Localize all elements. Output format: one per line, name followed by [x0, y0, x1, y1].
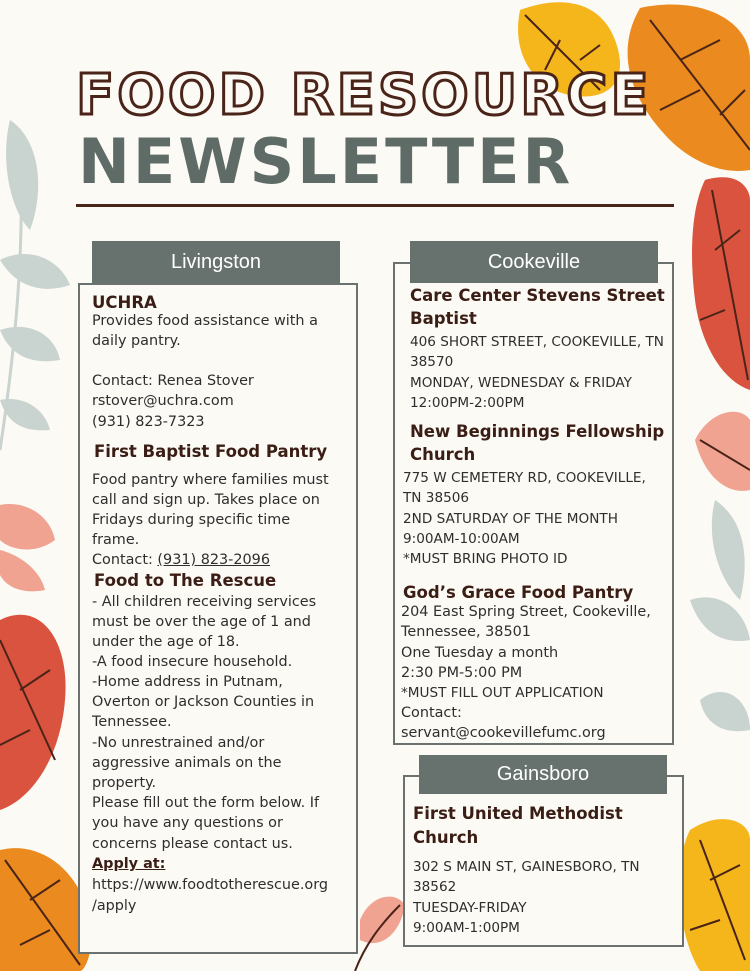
- first-baptist-desc-4: frame.: [92, 532, 140, 548]
- food-rescue-line-13: concerns please contact us.: [92, 836, 293, 852]
- gods-grace-heading: God’s Grace Food Pantry: [403, 583, 634, 602]
- livingston-tab: Livingston: [92, 241, 340, 283]
- food-rescue-line-11: Please fill out the form below. If: [92, 795, 320, 811]
- gold-leaf-bottom-icon: [679, 819, 750, 971]
- title-divider: [76, 204, 674, 207]
- cookeville-tab: Cookeville: [410, 241, 658, 283]
- apply-url-line-1[interactable]: https://www.foodtotherescue.org: [92, 877, 329, 893]
- new-beginnings-line-2: TN 38506: [403, 490, 470, 506]
- title-line-1: FOOD RESOURCE: [76, 63, 652, 128]
- food-rescue-line-12: you have any questions or: [92, 815, 283, 831]
- food-rescue-line-10: property.: [92, 775, 157, 791]
- first-baptist-desc-3: Fridays during specific time: [92, 512, 291, 528]
- apply-at-label: Apply at:: [92, 856, 166, 872]
- food-rescue-line-8: -No unrestrained and/or: [92, 735, 265, 751]
- food-rescue-line-9: aggressive animals on the: [92, 755, 282, 771]
- food-rescue-line-3: under the age of 18.: [92, 634, 240, 650]
- peach-leaf-left-icon: [0, 504, 55, 591]
- first-baptist-phone-link[interactable]: (931) 823-2096: [157, 552, 270, 568]
- new-beginnings-line-5: *MUST BRING PHOTO ID: [403, 551, 568, 567]
- care-center-line-1: 406 SHORT STREET, COOKEVILLE, TN: [410, 334, 664, 350]
- first-baptist-desc-1: Food pantry where families must: [92, 472, 329, 488]
- care-center-heading-2: Baptist: [410, 309, 477, 328]
- gods-grace-line-4: 2:30 PM-5:00 PM: [401, 665, 523, 681]
- first-baptist-heading: First Baptist Food Pantry: [94, 442, 328, 461]
- first-baptist-contact: [92, 550, 270, 570]
- food-rescue-line-4: -A food insecure household.: [92, 654, 293, 670]
- uchra-desc-1: Provides food assistance with a: [92, 313, 318, 329]
- uchra-heading: UCHRA: [92, 293, 157, 312]
- new-beginnings-line-1: 775 W CEMETERY RD, COOKEVILLE,: [403, 470, 646, 486]
- sage-leaf-icon: [690, 500, 750, 731]
- red-leaf-icon: [692, 177, 750, 390]
- food-rescue-line-7: Tennessee.: [92, 714, 172, 730]
- methodist-line-2: 38562: [413, 879, 457, 895]
- title-line-2: NEWSLETTER: [78, 125, 574, 198]
- care-center-line-3: MONDAY, WEDNESDAY & FRIDAY: [410, 375, 632, 391]
- first-baptist-desc-2: call and sign up. Takes place on: [92, 492, 320, 508]
- care-center-line-2: 38570: [410, 354, 454, 370]
- new-beginnings-line-4: 9:00AM-10:00AM: [403, 531, 520, 547]
- food-rescue-line-6: Overton or Jackson Counties in: [92, 694, 315, 710]
- apply-url-line-2[interactable]: /apply: [92, 898, 137, 914]
- peach-leaf-icon: [695, 412, 750, 491]
- gods-grace-email[interactable]: servant@cookevillefumc.org: [401, 725, 606, 741]
- food-rescue-heading: Food to The Rescue: [94, 571, 277, 590]
- care-center-line-4: 12:00PM-2:00PM: [410, 395, 525, 411]
- red-leaf-left-icon: [0, 615, 66, 810]
- sage-leaf-left-icon: [0, 120, 70, 450]
- uchra-phone: (931) 823-7323: [92, 414, 205, 430]
- gods-grace-line-1: 204 East Spring Street, Cookeville,: [401, 604, 651, 620]
- new-beginnings-line-3: 2ND SATURDAY OF THE MONTH: [403, 511, 618, 527]
- food-rescue-line-1: - All children receiving services: [92, 594, 317, 610]
- peach-leaf-bottom-icon: [355, 897, 405, 971]
- gainsboro-tab: Gainsboro: [419, 755, 667, 794]
- food-rescue-line-2: must be over the age of 1 and: [92, 614, 311, 630]
- methodist-line-1: 302 S MAIN ST, GAINESBORO, TN: [413, 859, 640, 875]
- gods-grace-line-3: One Tuesday a month: [401, 645, 559, 661]
- methodist-line-3: TUESDAY-FRIDAY: [413, 900, 527, 916]
- food-rescue-line-5: -Home address in Putnam,: [92, 674, 283, 690]
- uchra-desc-2: daily pantry.: [92, 333, 181, 349]
- uchra-email: rstover@uchra.com: [92, 393, 234, 409]
- gods-grace-line-5: *MUST FILL OUT APPLICATION: [401, 685, 604, 701]
- new-beginnings-heading-2: Church: [410, 445, 476, 464]
- care-center-heading-1: Care Center Stevens Street: [410, 286, 665, 305]
- gods-grace-line-6: Contact:: [401, 705, 462, 721]
- methodist-line-4: 9:00AM-1:00PM: [413, 920, 520, 936]
- first-baptist-contact-label: Contact:: [92, 552, 158, 568]
- methodist-heading-1: First United Methodist: [413, 804, 623, 823]
- methodist-heading-2: Church: [413, 828, 479, 847]
- gods-grace-line-2: Tennessee, 38501: [401, 624, 531, 640]
- uchra-contact: Contact: Renea Stover: [92, 373, 254, 389]
- new-beginnings-heading-1: New Beginnings Fellowship: [410, 422, 665, 441]
